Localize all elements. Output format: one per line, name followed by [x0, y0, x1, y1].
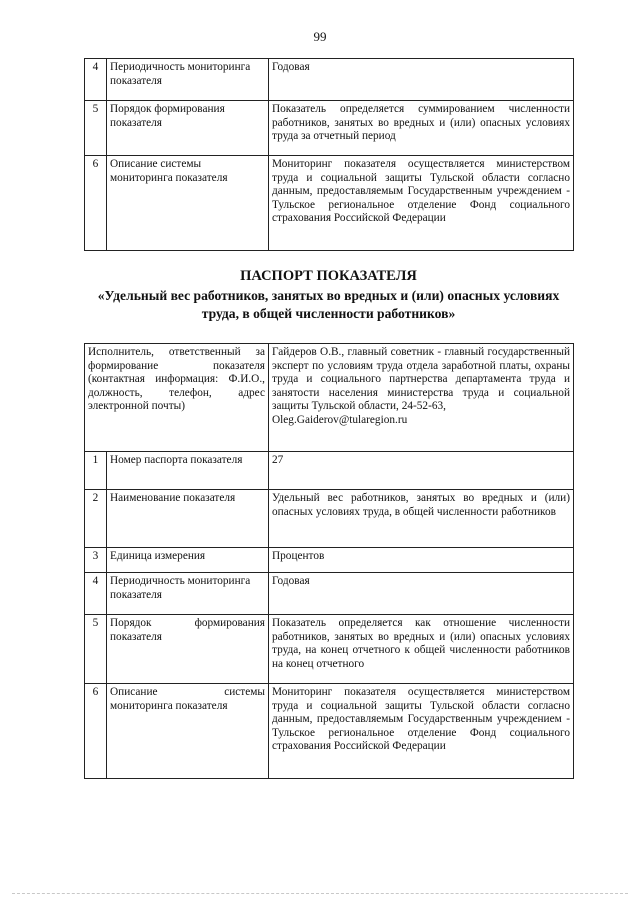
table-row [85, 490, 574, 548]
row-label: Периодичность мониторинга показателя [107, 573, 269, 615]
row-value: Годовая [269, 573, 574, 615]
table-row [85, 615, 574, 684]
passport-title: ПАСПОРТ ПОКАЗАТЕЛЯ [240, 268, 417, 284]
row-number: 4 [85, 573, 107, 615]
row-label: Номер паспорта показателя [107, 452, 269, 490]
row-label: Единица измерения [107, 548, 269, 573]
row-number: 2 [85, 490, 107, 548]
row-number: 6 [85, 156, 107, 251]
table-row [85, 684, 574, 779]
table-row [85, 573, 574, 615]
row-label: Описание системы мониторинга показателя [107, 156, 269, 251]
scan-footer-line [12, 893, 628, 894]
row-value: Мониторинг показателя осуществляется министерством труда и социальной защиты Тульской области согласно данным, предоставляемым Государственным учреждением - Тульское региональное отделение Фонд социального страхования Российской Федерации [269, 156, 574, 251]
table-row [85, 548, 574, 573]
indicator-passport-table [84, 343, 574, 779]
row-label: Порядок формирования показателя [107, 101, 269, 156]
table-row [85, 101, 574, 156]
executor-details: Гайдеров О.В., главный советник - главный государственный эксперт по условиям труда отдела заработной платы, охраны труда и социального партнерства департамента труда и занятости населения министерства труда и социальной защиты Тульской области, 24-52-63, [272, 346, 570, 413]
row-number: 1 [85, 452, 107, 490]
executor-label: Исполнитель, ответственный за формирование показателя (контактная информация: Ф.И.О., должность, телефон, адрес электронной почты) [85, 344, 269, 452]
passport-subtitle: «Удельный вес работников, занятых во вредных и (или) опасных условиях труда, в общей численности работников» [97, 288, 560, 321]
row-value: Процентов [269, 548, 574, 573]
row-value: Показатель определяется суммированием численности работников, занятых во вредных и (или) опасных условиях труда за отчетный период [269, 101, 574, 156]
row-label: Порядок формирования показателя [107, 615, 269, 684]
row-number: 3 [85, 548, 107, 573]
row-label: Описание системы мониторинга показателя [107, 684, 269, 779]
table-row [85, 452, 574, 490]
indicator-table-continued [84, 58, 574, 251]
executor-email: Oleg.Gaiderov@tularegion.ru [272, 413, 408, 426]
row-number: 4 [85, 59, 107, 101]
executor-value [269, 344, 574, 452]
row-value: Мониторинг показателя осуществляется министерством труда и социальной защиты Тульской области согласно данным, предоставляемым Государственным учреждением - Тульское региональное отделение Фонд социального страхования Российской Федерации [269, 684, 574, 779]
row-label: Периодичность мониторинга показателя [107, 59, 269, 101]
row-number: 5 [85, 615, 107, 684]
row-number: 6 [85, 684, 107, 779]
page-number: 99 [313, 29, 327, 44]
executor-row [85, 344, 574, 452]
row-number: 5 [85, 101, 107, 156]
row-value: Годовая [269, 59, 574, 101]
row-value: Показатель определяется как отношение численности работников, занятых во вредных и (или) опасных условиях труда, на конец отчетного к общей численности работников на конец отчетного [269, 615, 574, 684]
row-value: 27 [269, 452, 574, 490]
table-row [85, 156, 574, 251]
row-label: Наименование показателя [107, 490, 269, 548]
table-row [85, 59, 574, 101]
row-value: Удельный вес работников, занятых во вредных и (или) опасных условиях труда, в общей численности работников [269, 490, 574, 548]
